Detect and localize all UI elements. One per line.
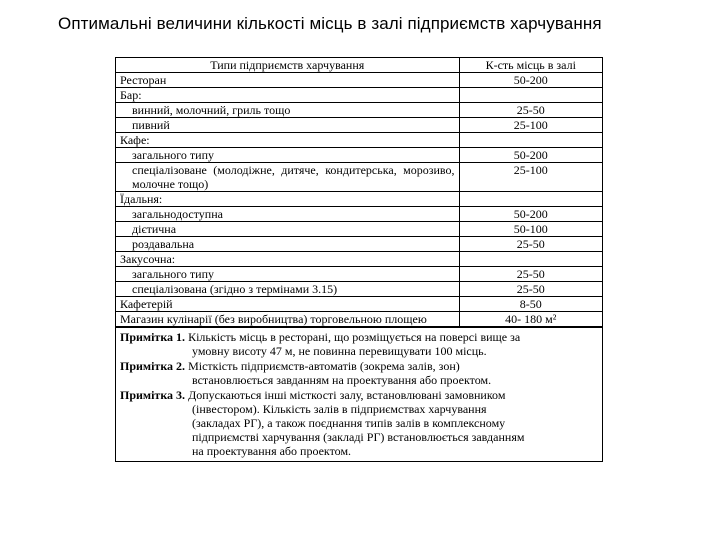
row-seat-count: 25-100 [459, 118, 602, 133]
table-row [116, 312, 602, 327]
seating-table-document [115, 57, 603, 462]
row-subtype-label: роздавальна [116, 237, 459, 252]
note-text: встановлюється завданням на проектування або проектом. [192, 373, 492, 387]
table-row [116, 252, 602, 267]
note-1 [120, 330, 598, 358]
row-subtype-label: спеціалізоване (молодіжне, дитяче, кондитерська, морозиво, молочне тощо) [116, 163, 459, 192]
row-seat-count: 50-100 [459, 222, 602, 237]
row-subtype-label: спеціалізована (згідно з термінами 3.15) [116, 282, 459, 297]
table-row [116, 163, 602, 192]
row-subtype-label: загального типу [116, 148, 459, 163]
table-header-row [116, 58, 602, 73]
table-row [116, 133, 602, 148]
table-row [116, 222, 602, 237]
note-text: (інвестором). Кількість залів в підприємствах харчування [192, 402, 487, 416]
row-type-label: Ресторан [116, 73, 459, 88]
note-2 [120, 359, 598, 387]
row-type-label: Бар: [116, 88, 459, 103]
row-type-label: Кафетерій [116, 297, 459, 312]
column-header-type: Типи підприємств харчування [116, 58, 459, 73]
row-seat-count: 25-100 [459, 163, 602, 192]
note-heading: Примітка 1. [120, 330, 186, 344]
note-text: (закладах РГ), а також поєднання типів залів в комплексному [192, 416, 506, 430]
table-row [116, 282, 602, 297]
table-row [116, 103, 602, 118]
table-row [116, 88, 602, 103]
table-row [116, 118, 602, 133]
note-heading: Примітка 3. [120, 388, 186, 402]
row-subtype-label: дієтична [116, 222, 459, 237]
row-subtype-label: загальнодоступна [116, 207, 459, 222]
row-type-label: Їдальня: [116, 192, 459, 207]
row-seat-count: 50-200 [459, 207, 602, 222]
row-subtype-label: загального типу [116, 267, 459, 282]
row-type-label: Кафе: [116, 133, 459, 148]
note-text: Допускаються інші місткості залу, встановлювані замовником [188, 388, 506, 402]
row-seat-count [459, 252, 602, 267]
row-seat-count [459, 133, 602, 148]
table-row [116, 207, 602, 222]
table-notes [116, 327, 602, 461]
row-seat-count [459, 88, 602, 103]
table-row [116, 192, 602, 207]
note-text: Місткість підприємств-автоматів (зокрема залів, зон) [188, 359, 460, 373]
note-text: підприємстві харчування (закладі РГ) встановлюється завданням [192, 430, 525, 444]
page-title: Оптимальні величини кількості місць в залі підприємств харчування [58, 14, 602, 33]
note-text: на проектування або проектом. [192, 444, 352, 458]
table-row [116, 148, 602, 163]
note-text: Кількість місць в ресторані, що розміщується на поверсі вище за [188, 330, 521, 344]
table-row [116, 73, 602, 88]
note-3 [120, 388, 598, 458]
row-seat-count: 25-50 [459, 237, 602, 252]
note-text: умовну висоту 47 м, не повинна перевищувати 100 місць. [192, 344, 487, 358]
table-row [116, 237, 602, 252]
table-row [116, 297, 602, 312]
row-seat-count: 25-50 [459, 267, 602, 282]
row-seat-count: 8-50 [459, 297, 602, 312]
row-seat-count [459, 192, 602, 207]
row-subtype-label: пивний [116, 118, 459, 133]
row-seat-count: 50-200 [459, 148, 602, 163]
row-subtype-label: винний, молочний, гриль тощо [116, 103, 459, 118]
note-heading: Примітка 2. [120, 359, 186, 373]
row-type-label: Магазин кулінарії (без виробництва) торговельною площею [116, 312, 459, 327]
table-row [116, 267, 602, 282]
row-seat-count: 25-50 [459, 103, 602, 118]
row-seat-count: 40- 180 м² [459, 312, 602, 327]
row-seat-count: 25-50 [459, 282, 602, 297]
seating-table [116, 58, 602, 327]
row-type-label: Закусочна: [116, 252, 459, 267]
row-seat-count: 50-200 [459, 73, 602, 88]
column-header-seats: К-сть місць в залі [459, 58, 602, 73]
